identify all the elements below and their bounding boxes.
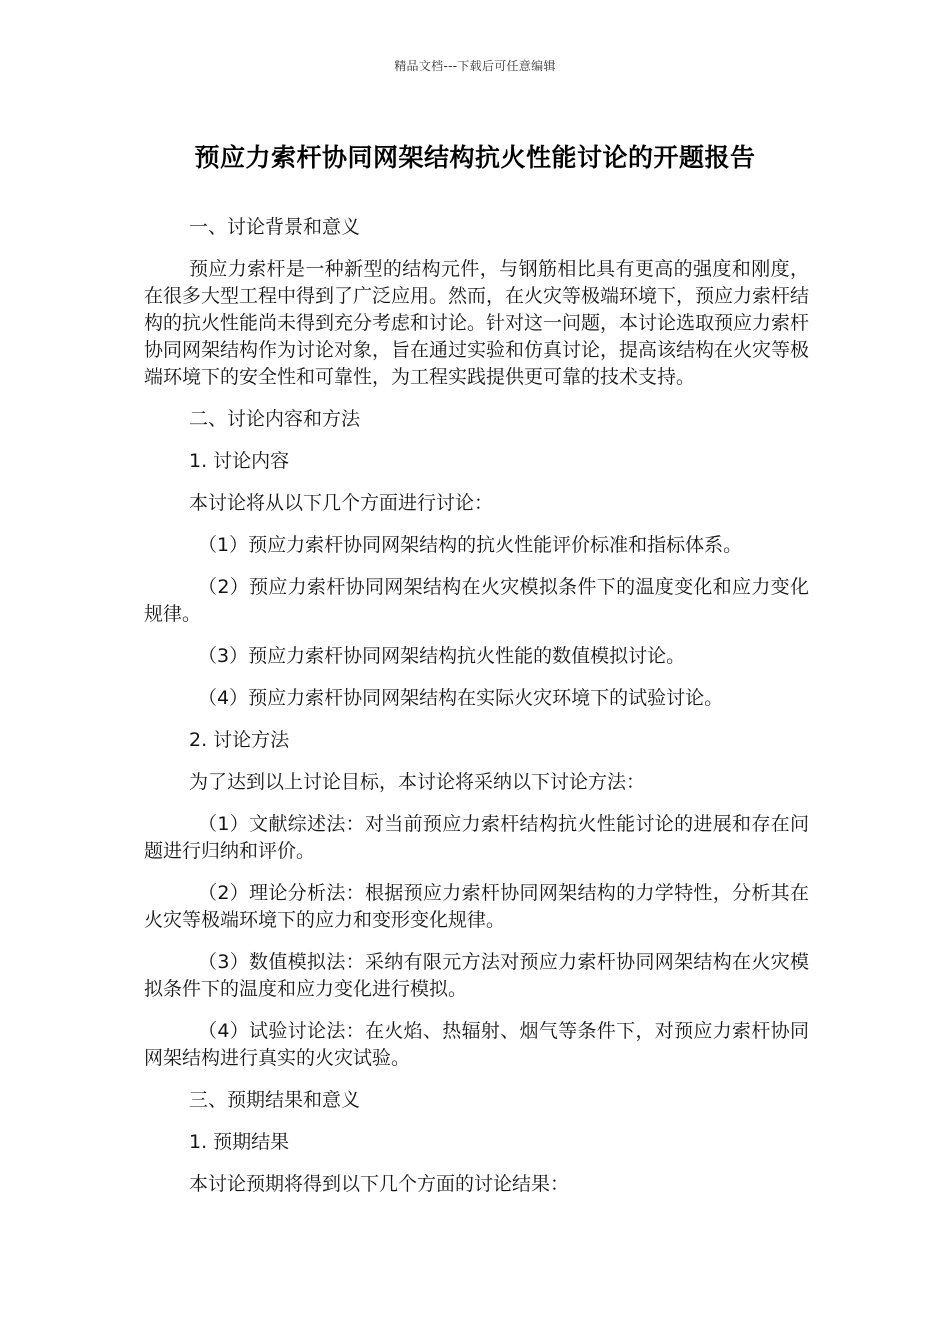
- paragraph-background: 预应力索杆是一种新型的结构元件，与钢筋相比具有更高的强度和刚度，在很多大型工程中得到了广泛应用。然而，在火灾等极端环境下，预应力索杆结构的抗火性能尚未得到充分考虑和讨论。针对这一问题，本讨论选取预应力索杆协同网架结构作为讨论对象，旨在通过实验和仿真讨论，提高该结构在火灾等极端环境下的安全性和可靠性，为工程实践提供更可靠的技术支持。: [144, 258, 810, 388]
- paragraph-content-intro: 本讨论将从以下几个方面进行讨论：: [189, 492, 494, 514]
- document-title: 预应力索杆协同网架结构抗火性能讨论的开题报告: [194, 143, 756, 172]
- list-item: （2）预应力索杆协同网架结构在火灾模拟条件下的温度变化和应力变化规律。: [144, 576, 809, 625]
- document-body: [144, 214, 809, 1213]
- section-heading-background: 一、讨论背景和意义: [189, 216, 361, 238]
- list-item: （3）数值模拟法：采纳有限元方法对预应力索杆协同网架结构在火灾模拟条件下的温度和应力变化进行模拟。: [144, 951, 809, 1000]
- paragraph-expected-intro: 本讨论预期将得到以下几个方面的讨论结果：: [189, 1173, 570, 1195]
- list-item: （1）预应力索杆协同网架结构的抗火性能评价标准和指标体系。: [198, 534, 743, 556]
- section-heading-expected: 三、预期结果和意义: [189, 1089, 361, 1111]
- list-item: （3）预应力索杆协同网架结构抗火性能的数值模拟讨论。: [198, 645, 686, 667]
- header-note: 精品文档---下载后可任意编辑: [394, 59, 556, 73]
- subheading-method: 2. 讨论方法: [189, 729, 290, 751]
- paragraph-method-intro: 为了达到以上讨论目标，本讨论将采纳以下讨论方法：: [189, 771, 646, 793]
- list-item: （4）预应力索杆协同网架结构在实际火灾环境下的试验讨论。: [198, 687, 724, 709]
- subheading-content: 1. 讨论内容: [189, 450, 290, 472]
- list-item: （4）试验讨论法：在火焰、热辐射、烟气等条件下，对预应力索杆协同网架结构进行真实的火灾试验。: [144, 1020, 809, 1069]
- list-item: （2）理论分析法：根据预应力索杆协同网架结构的力学特性，分析其在火灾等极端环境下的应力和变形变化规律。: [144, 882, 809, 931]
- list-item: （1）文献综述法：对当前预应力索杆结构抗火性能讨论的进展和存在问题进行归纳和评价。: [144, 813, 809, 862]
- subheading-expected-results: 1. 预期结果: [189, 1131, 290, 1153]
- section-heading-content-method: 二、讨论内容和方法: [189, 408, 361, 430]
